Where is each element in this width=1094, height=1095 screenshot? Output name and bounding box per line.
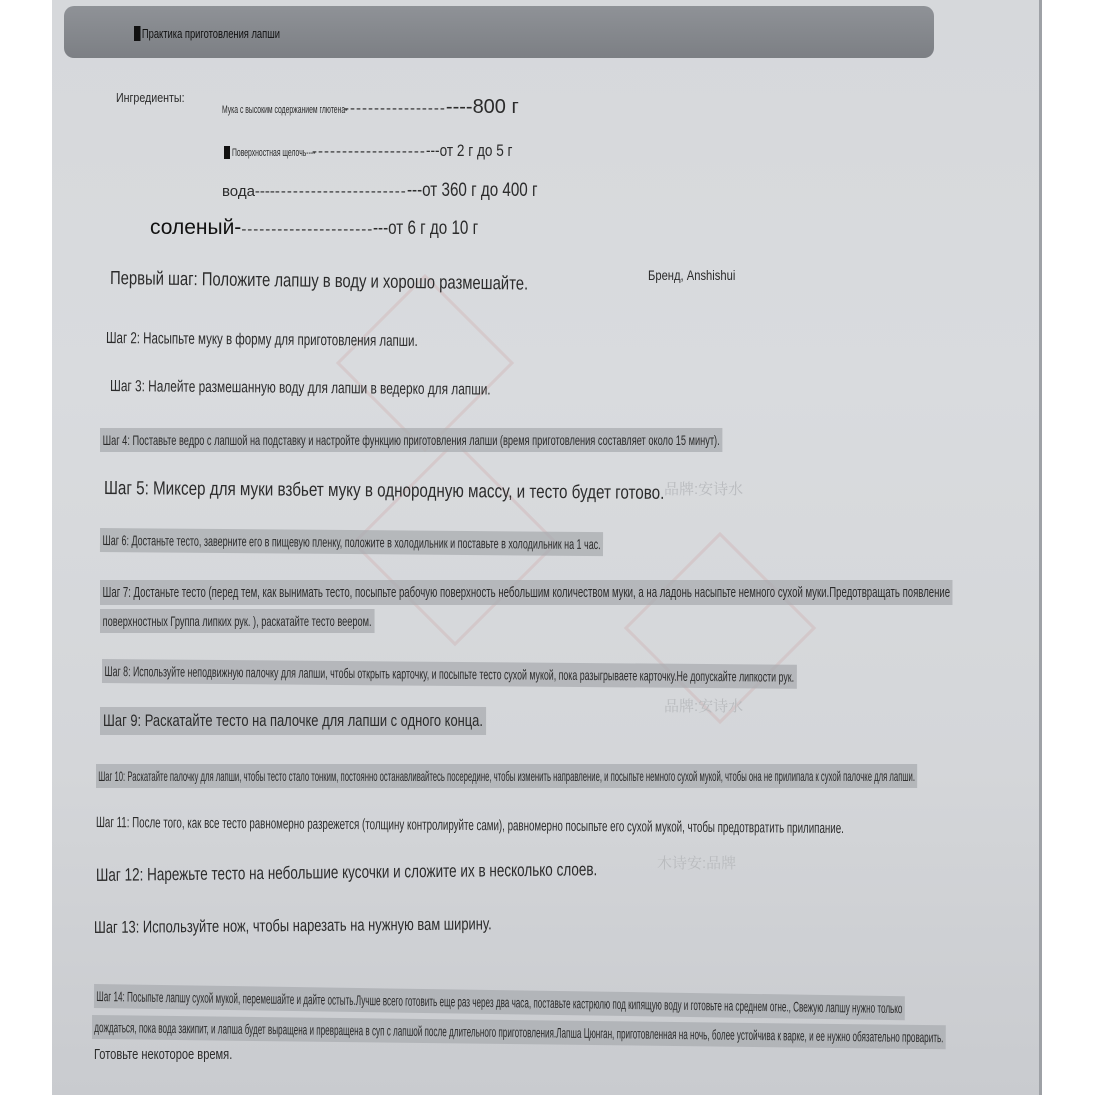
ingredients-label: Ингредиенты: <box>116 90 185 105</box>
step-2: Шаг 2: Насыпьте муку в форму для приготовления лапши. <box>105 330 418 351</box>
ingredient-name: Поверхностная щелочь---- <box>232 147 316 159</box>
ingredient-row <box>222 96 519 119</box>
brand-label: Бренд, Anshishui <box>648 267 736 283</box>
ingredient-dashes: ------------------- <box>312 143 426 160</box>
step-9: Шаг 9: Раскатайте тесто на палочке для лапши с одного конца. <box>100 707 486 735</box>
step-13: Шаг 13: Используйте нож, чтобы нарезать на нужную вам ширину. <box>93 914 492 937</box>
ingredient-amount: ---от 6 г до 10 г <box>373 218 479 239</box>
ingredient-name: соленый- <box>150 216 242 239</box>
ghost-text: 品牌:安诗水 <box>664 481 744 498</box>
ghost-text: 品牌:安诗水 <box>664 698 744 715</box>
step-1: Первый шаг: Положите лапшу в воду и хорошо размешайте. <box>109 268 529 295</box>
step-5: Шаг 5: Миксер для муки взбьет муку в однородную массу, и тесто будет готово. <box>103 478 665 504</box>
watermark-shape <box>336 274 514 452</box>
ingredient-dashes: ----------------- <box>344 100 446 117</box>
step-14-line-1: Шаг 14: Посыпьте лапшу сухой мукой, перемешайте и дайте остыть.Лучше всего готовить еще раз через два часа, поставьте кастрюлю под кипящую воду и готовьте на среднем огне., Свежую лапшу нужно только <box>94 984 905 1020</box>
step-14-line-2: дождаться, пока вода закипит, и лапша будет выращена и превращена в суп с лапшой после длительного приготовления.Лапша Цюнган, приготовленная на ночь, более устойчива к варке, и ее нужно обязательно проварить. <box>92 1015 946 1049</box>
step-14-line-3: Готовьте некоторое время. <box>94 1046 233 1063</box>
step-7-line-2: поверхностных Группа липких рук. ), раскатайте тесто веером. <box>100 609 374 633</box>
header-bar <box>64 6 934 58</box>
ghost-text: 木诗安:品牌 <box>657 855 737 872</box>
ingredient-row <box>224 141 534 161</box>
step-6: Шаг 6: Достаньте тесто, заверните его в пищевую пленку, положите в холодильник и поставьте в холодильник на 1 час. <box>100 528 603 556</box>
step-11: Шаг 11: После того, как все тесто равномерно разрежется (толщину контролируйте сами), равномерно посыпьте его сухой мукой, чтобы предотвратить прилипание. <box>95 814 844 838</box>
ingredient-dashes: ---------------------- <box>241 221 374 238</box>
page-edge <box>1039 0 1042 1095</box>
ingredient-amount: ---от 2 г до 5 г <box>425 141 513 160</box>
step-4: Шаг 4: Поставьте ведро с лапшой на подставку и настройте функцию приготовления лапши (время приготовления составляет около 15 минут). <box>100 428 722 452</box>
ingredient-name: вода---- <box>222 183 275 200</box>
document-page <box>52 0 1042 1095</box>
step-3: Шаг 3: Налейте размешанную воду для лапши в ведерко для лапши. <box>109 378 491 399</box>
step-8: Шаг 8: Используйте неподвижную палочку для лапши, чтобы открыть карточку, и посыпьте тесто сухой мукой, пока разыгрываете карточку.Не допускайте липкости рук. <box>102 659 797 689</box>
list-marker-icon <box>224 146 230 159</box>
step-12: Шаг 12: Нарежьте тесто на небольшие кусочки и сложите их в несколько слоев. <box>95 859 598 885</box>
step-10: Шаг 10: Раскатайте палочку для лапши, чтобы тесто стало тонким, постоянно останавливайтесь посередине, чтобы изменить направление, и посыпьте немного сухой мукой, чтобы она не прилипала к сухой палочке для лапши. <box>96 764 917 788</box>
page-title <box>134 26 280 41</box>
ingredient-row <box>222 180 570 202</box>
ingredient-amount: ---от 360 г до 400 г <box>406 180 538 201</box>
page-title-text: Практика приготовления лапши <box>141 26 280 41</box>
step-7-line-1: Шаг 7: Достаньте тесто (перед тем, как вынимать тесто, посыпьте рабочую поверхность небольшим количеством муки, а на ладонь насыпьте немного сухой муки.Предотвращать появление <box>100 580 953 605</box>
ingredient-row <box>150 216 505 240</box>
document-icon <box>134 26 140 41</box>
ingredient-dashes: ---------------------- <box>274 183 407 200</box>
ingredient-amount: ----800 г <box>445 96 519 118</box>
ingredient-name: Мука с высоким содержанием глютена- <box>222 104 348 116</box>
